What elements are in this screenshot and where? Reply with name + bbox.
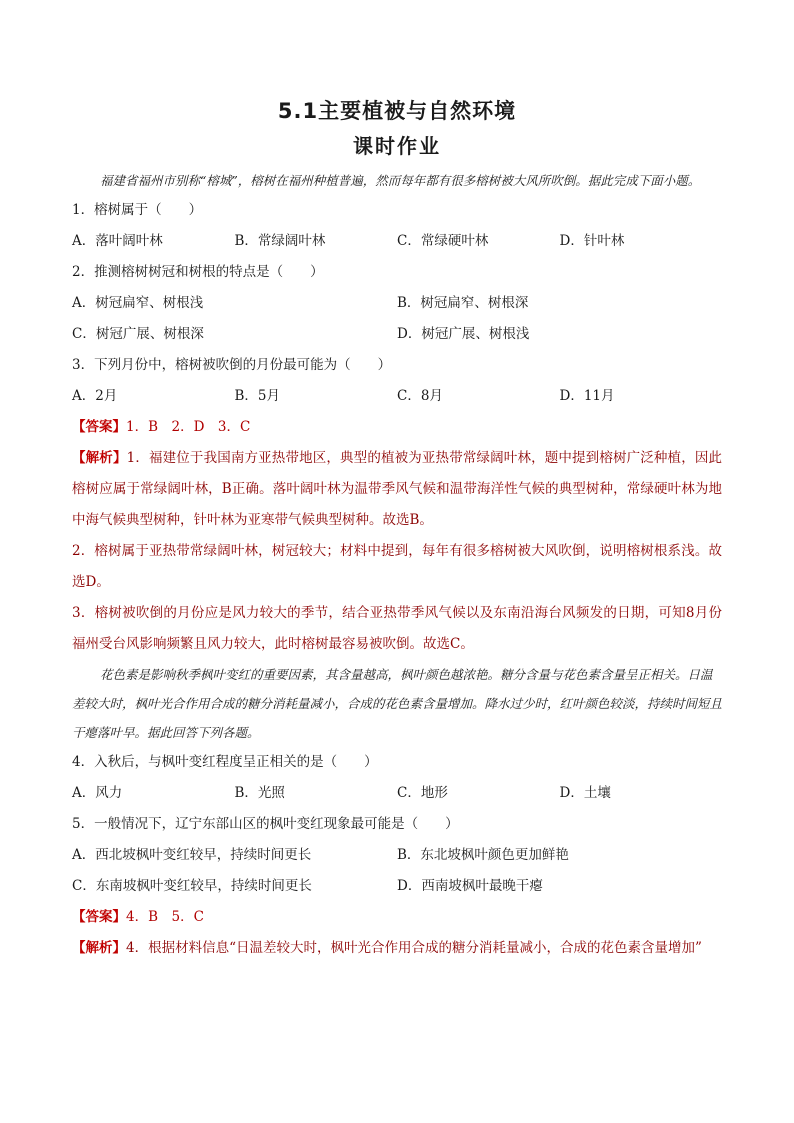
question-5-options-row-2 xyxy=(72,871,722,902)
page-title: 5.1主要植被与自然环境 xyxy=(277,99,517,123)
answer-2 xyxy=(72,902,722,933)
question-4-options xyxy=(72,778,722,809)
question-3-stem: 3．下列月份中，榕树被吹倒的月份最可能为（ ） xyxy=(72,357,392,373)
analysis-1-p2: 2．榕树属于亚热带常绿阔叶林，树冠较大；材料中提到，每年有很多榕树被大风吹倒，说明榕树根系浅。故选D。 xyxy=(72,543,722,590)
option-c: C．树冠广展、树根深 xyxy=(72,326,204,342)
option-d: D．西南坡枫叶最晚干瘪 xyxy=(397,878,543,894)
answer-text: 1．B 2．D 3．C xyxy=(126,419,251,435)
question-5-options-row-1 xyxy=(72,840,722,871)
option-b: B．树冠扁窄、树根深 xyxy=(397,295,529,311)
question-1-stem: 1．榕树属于（ ） xyxy=(72,202,203,218)
answer-tag: 【答案】 xyxy=(72,909,126,925)
analysis-1-p1 xyxy=(72,443,722,536)
analysis-tag: 【解析】 xyxy=(72,450,127,466)
option-b: B．常绿阔叶林 xyxy=(234,233,326,249)
option-a: A．风力 xyxy=(72,785,123,801)
question-2-options-row-1 xyxy=(72,288,722,319)
analysis-tag: 【解析】 xyxy=(72,940,126,956)
option-b: B．5月 xyxy=(234,388,281,404)
option-b: B．东北坡枫叶颜色更加鲜艳 xyxy=(397,847,569,863)
analysis-2-p1 xyxy=(72,933,722,964)
answer-1 xyxy=(72,412,722,443)
question-3-options xyxy=(72,381,722,412)
question-2-stem: 2．推测榕树树冠和树根的特点是（ ） xyxy=(72,264,324,280)
question-5-stem: 5．一般情况下，辽宁东部山区的枫叶变红现象最可能是（ ） xyxy=(72,816,459,832)
option-a: A．落叶阔叶林 xyxy=(72,233,163,249)
analysis-1-p3: 3．榕树被吹倒的月份应是风力较大的季节，结合亚热带季风气候以及东南沿海台风频发的日期，可知8月份福州受台风影响频繁且风力较大，此时榕树最容易被吹倒。故选C。 xyxy=(72,605,722,652)
material-passage-1: 福建省福州市别称“榕城”，榕树在福州种植普遍，然而每年都有很多榕树被大风所吹倒。据此完成下面小题。 xyxy=(100,173,701,188)
option-a: A．2月 xyxy=(72,388,118,404)
analysis-text: 1．福建位于我国南方亚热带地区，典型的植被为亚热带常绿阔叶林，题中提到榕树广泛种植，因此榕树应属于常绿阔叶林，B正确。落叶阔叶林为温带季风气候和温带海洋性气候的典型树种，常绿硬叶林为地中海气候典型树种，针叶林为亚寒带气候典型树种。故选B。 xyxy=(72,450,723,528)
option-c: C．地形 xyxy=(397,785,448,801)
page-subtitle: 课时作业 xyxy=(353,134,441,158)
option-d: D．11月 xyxy=(559,388,615,404)
option-d: D．土壤 xyxy=(559,785,611,801)
worksheet-page xyxy=(72,96,722,964)
option-a: A．树冠扁窄、树根浅 xyxy=(72,295,204,311)
material-passage-2: 花色素是影响秋季枫叶变红的重要因素，其含量越高，枫叶颜色越浓艳。糖分含量与花色素含量呈正相关。日温差较大时，枫叶光合作用合成的糖分消耗量减小，合成的花色素含量增加。降水过少时，红叶颜色较淡，持续时间短且干瘪落叶早。据此回答下列各题。 xyxy=(72,667,723,740)
question-1-options xyxy=(72,226,722,257)
question-4-stem: 4．入秋后，与枫叶变红程度呈正相关的是（ ） xyxy=(72,754,378,770)
answer-tag: 【答案】 xyxy=(72,419,126,435)
option-c: C．常绿硬叶林 xyxy=(397,233,489,249)
answer-text: 4．B 5．C xyxy=(126,909,204,925)
option-c: C．东南坡枫叶变红较早，持续时间更长 xyxy=(72,878,312,894)
option-b: B．光照 xyxy=(234,785,285,801)
option-d: D．针叶林 xyxy=(559,233,625,249)
question-2-options-row-2 xyxy=(72,319,722,350)
analysis-text: 4．根据材料信息“日温差较大时，枫叶光合作用合成的糖分消耗量减小，合成的花色素含量增加” xyxy=(126,940,702,956)
option-a: A．西北坡枫叶变红较早，持续时间更长 xyxy=(72,847,312,863)
option-d: D．树冠广展、树根浅 xyxy=(397,326,530,342)
option-c: C．8月 xyxy=(397,388,443,404)
